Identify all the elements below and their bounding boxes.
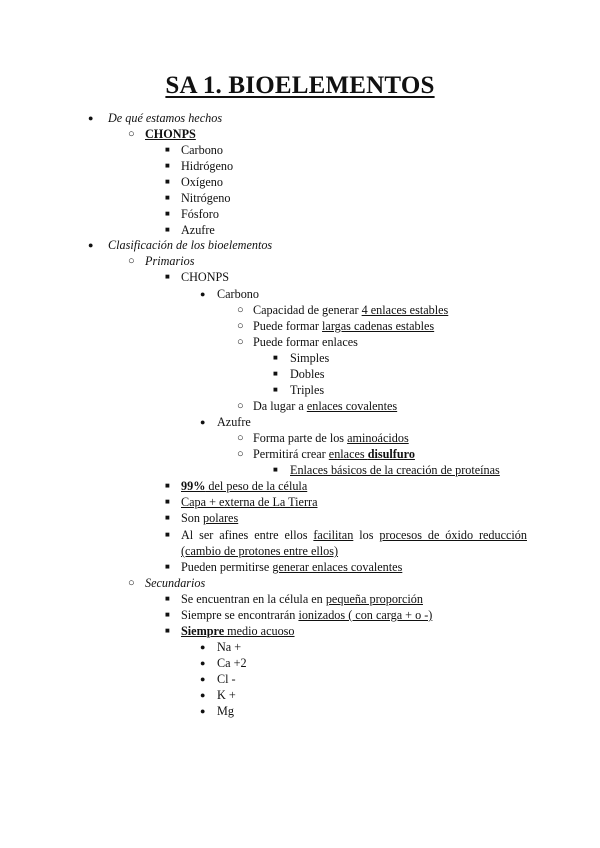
circle-bullet-icon: ○	[237, 432, 244, 444]
underlined-text: facilitan	[313, 528, 354, 542]
text-span: Son	[181, 511, 204, 525]
disc-bullet-icon: ●	[200, 658, 206, 668]
subsection-heading: Secundarios	[145, 576, 206, 590]
underlined-text: largas cadenas estables	[322, 319, 435, 333]
list-item: K +	[217, 688, 236, 702]
square-bullet-icon: ■	[165, 161, 170, 170]
circle-bullet-icon: ○	[237, 448, 244, 460]
text-span: los	[353, 528, 380, 542]
list-item: Mg	[217, 704, 234, 718]
text-span: Al ser afines entre ellos	[181, 528, 314, 542]
list-item: Fósforo	[181, 207, 219, 221]
underlined-text: del peso de la célula	[205, 479, 308, 493]
circle-bullet-icon: ○	[237, 304, 244, 316]
list-item: Triples	[290, 383, 325, 397]
bold-underlined-text: disulfuro	[367, 447, 415, 461]
square-bullet-icon: ■	[165, 272, 170, 281]
list-item: Simples	[290, 351, 330, 365]
circle-bullet-icon: ○	[128, 577, 135, 589]
square-bullet-icon: ■	[273, 385, 278, 394]
circle-bullet-icon: ○	[128, 255, 135, 267]
underlined-text: medio acuoso	[224, 624, 295, 638]
list-item	[181, 591, 423, 607]
list-item: Dobles	[290, 367, 325, 381]
page-title: SA 1. BIOELEMENTOS	[165, 72, 435, 99]
square-bullet-icon: ■	[165, 626, 170, 635]
circle-bullet-icon: ○	[237, 320, 244, 332]
list-item	[253, 398, 397, 414]
square-bullet-icon: ■	[165, 497, 170, 506]
list-item: Capa + externa de La Tierra	[181, 495, 318, 509]
list-item	[253, 318, 434, 334]
disc-bullet-icon: ●	[200, 289, 206, 299]
square-bullet-icon: ■	[165, 193, 170, 202]
list-item	[253, 430, 409, 446]
chonps-label: CHONPS	[145, 127, 196, 141]
list-item: Hidrógeno	[181, 159, 234, 173]
text-span: Capacidad de generar	[253, 303, 362, 317]
disc-bullet-icon: ●	[200, 417, 206, 427]
list-item	[181, 623, 295, 639]
disc-bullet-icon: ●	[88, 113, 94, 123]
square-bullet-icon: ■	[165, 530, 170, 539]
list-item-continuation: (cambio de protones entre ellos)	[181, 544, 339, 558]
text-span: Puede formar	[253, 319, 323, 333]
underlined-text: enlaces	[328, 447, 368, 461]
list-item: Azufre	[217, 415, 251, 429]
list-item	[181, 478, 307, 494]
circle-bullet-icon: ○	[128, 128, 135, 140]
square-bullet-icon: ■	[165, 594, 170, 603]
bold-underlined-text: Siempre	[181, 624, 225, 638]
disc-bullet-icon: ●	[200, 690, 206, 700]
underlined-text: pequeña proporción	[325, 592, 423, 606]
section-heading: De qué estamos hechos	[108, 111, 223, 125]
underlined-text: ionizados ( con carga + o -)	[298, 608, 433, 622]
text-span: Forma parte de los	[253, 431, 348, 445]
square-bullet-icon: ■	[165, 225, 170, 234]
square-bullet-icon: ■	[165, 513, 170, 522]
disc-bullet-icon: ●	[200, 642, 206, 652]
list-item: Oxígeno	[181, 175, 223, 189]
disc-bullet-icon: ●	[88, 240, 94, 250]
list-item: Cl -	[217, 672, 236, 686]
text-span: Siempre se encontrarán	[181, 608, 299, 622]
list-item: Azufre	[181, 223, 215, 237]
square-bullet-icon: ■	[165, 145, 170, 154]
underlined-text: generar enlaces covalentes	[272, 560, 403, 574]
list-item	[253, 302, 448, 318]
underlined-text: procesos de óxido reducción	[379, 528, 527, 542]
section-heading: Clasificación de los bioelementos	[108, 238, 273, 252]
list-item	[181, 559, 402, 575]
square-bullet-icon: ■	[165, 177, 170, 186]
square-bullet-icon: ■	[273, 465, 278, 474]
underlined-text: aminoácidos	[347, 431, 409, 445]
disc-bullet-icon: ●	[200, 674, 206, 684]
list-item: Enlaces básicos de la creación de proteínas	[290, 463, 500, 477]
text-span: Pueden permitirse	[181, 560, 273, 574]
list-item	[181, 510, 238, 526]
circle-bullet-icon: ○	[237, 400, 244, 412]
underlined-text: enlaces covalentes	[306, 399, 398, 413]
bold-underlined-text: 99%	[181, 479, 206, 493]
disc-bullet-icon: ●	[200, 706, 206, 716]
underlined-text: polares	[203, 511, 239, 525]
list-item: CHONPS	[181, 270, 230, 284]
list-item	[253, 446, 415, 462]
square-bullet-icon: ■	[273, 353, 278, 362]
text-span: Da lugar a	[253, 399, 307, 413]
square-bullet-icon: ■	[165, 481, 170, 490]
square-bullet-icon: ■	[165, 610, 170, 619]
list-item: Nitrógeno	[181, 191, 231, 205]
square-bullet-icon: ■	[273, 369, 278, 378]
list-item: Carbono	[181, 143, 223, 157]
list-item	[181, 607, 432, 623]
subsection-heading: Primarios	[145, 254, 195, 268]
underlined-text: 4 enlaces estables	[361, 303, 449, 317]
list-item	[181, 527, 527, 543]
list-item: Carbono	[217, 287, 259, 301]
list-item: Na +	[217, 640, 242, 654]
list-item: Puede formar enlaces	[253, 335, 358, 349]
text-span: Permitirá crear	[253, 447, 329, 461]
list-item: Ca +2	[217, 656, 247, 670]
circle-bullet-icon: ○	[237, 336, 244, 348]
square-bullet-icon: ■	[165, 209, 170, 218]
square-bullet-icon: ■	[165, 562, 170, 571]
text-span: Se encuentran en la célula en	[181, 592, 326, 606]
